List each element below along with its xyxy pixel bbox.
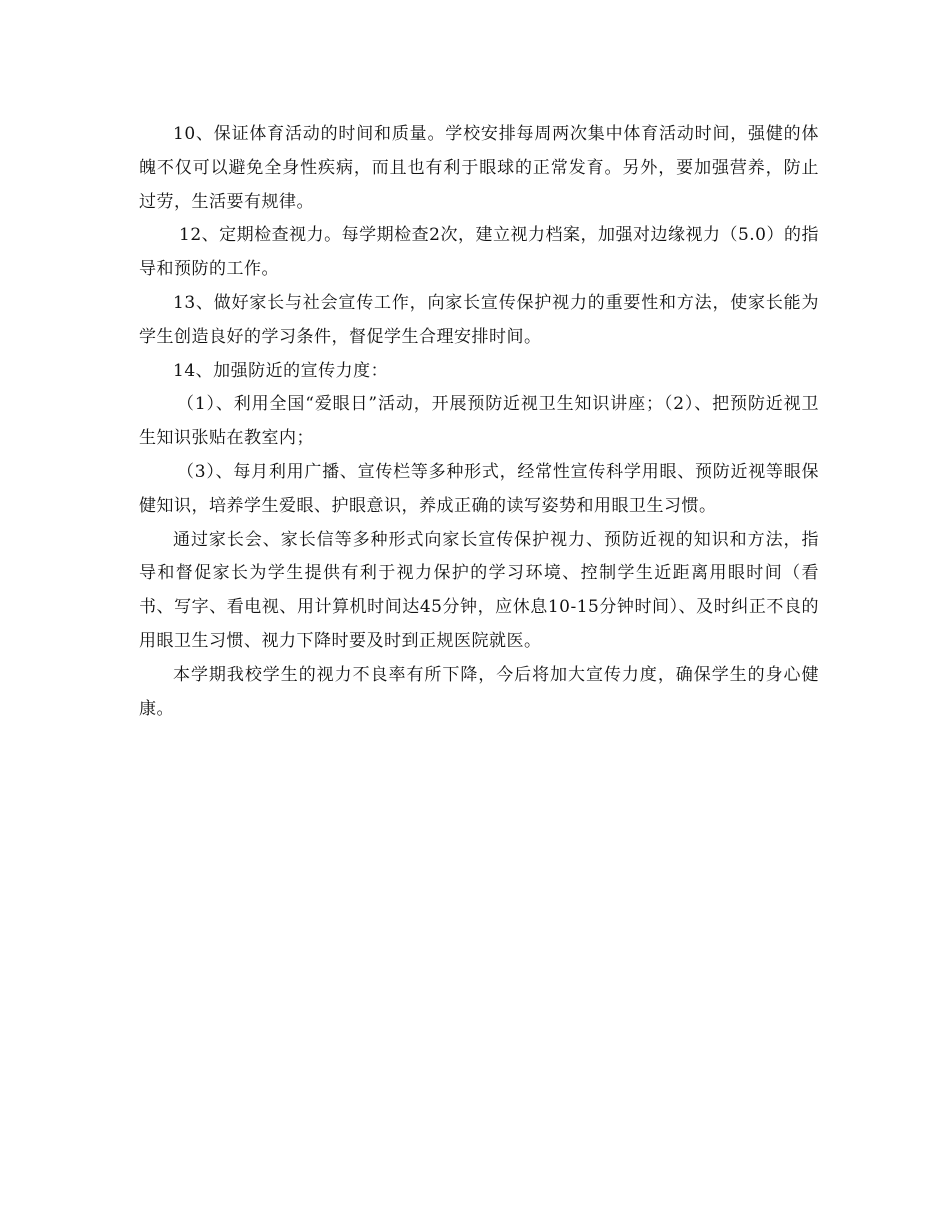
paragraph-item-14: 14、加强防近的宣传力度： — [173, 360, 389, 381]
document-body — [139, 118, 819, 726]
paragraph-parent-communication: 通过家长会、家长信等多种形式向家长宣传保护视力、预防近视的知识和方法，指导和督促家长为学生提供有利于视力保护的学习环境、控制学生近距离用眼时间（看书、写字、看电视、用计算机时间达45分钟，应休息10-15分钟时间）、及时纠正不良的用眼卫生习惯、视力下降时要及时到正规医院就医。 — [139, 529, 819, 651]
paragraph-item-13: 13、做好家长与社会宣传工作，向家长宣传保护视力的重要性和方法，使家长能为学生创造良好的学习条件，督促学生合理安排时间。 — [139, 292, 819, 347]
paragraph-item-10: 10、保证体育活动的时间和质量。学校安排每周两次集中体育活动时间，强健的体魄不仅可以避免全身性疾病，而且也有利于眼球的正常发育。另外，要加强营养，防止过劳，生活要有规律。 — [139, 124, 819, 212]
paragraph-conclusion: 本学期我校学生的视力不良率有所下降，今后将加大宣传力度，确保学生的身心健康。 — [139, 664, 819, 719]
paragraph-subitem-3: （3）、每月利用广播、宣传栏等多种形式，经常性宣传科学用眼、预防近视等眼保健知识，培养学生爱眼、护眼意识，养成正确的读写姿势和用眼卫生习惯。 — [139, 461, 819, 516]
paragraph-item-12: 12、定期检查视力。每学期检查2次，建立视力档案，加强对边缘视力（5.0）的指导和预防的工作。 — [139, 225, 819, 280]
paragraph-subitem-1-2: （1）、利用全国“爱眼日”活动，开展预防近视卫生知识讲座；（2）、把预防近视卫生知识张贴在教室内； — [139, 394, 819, 449]
